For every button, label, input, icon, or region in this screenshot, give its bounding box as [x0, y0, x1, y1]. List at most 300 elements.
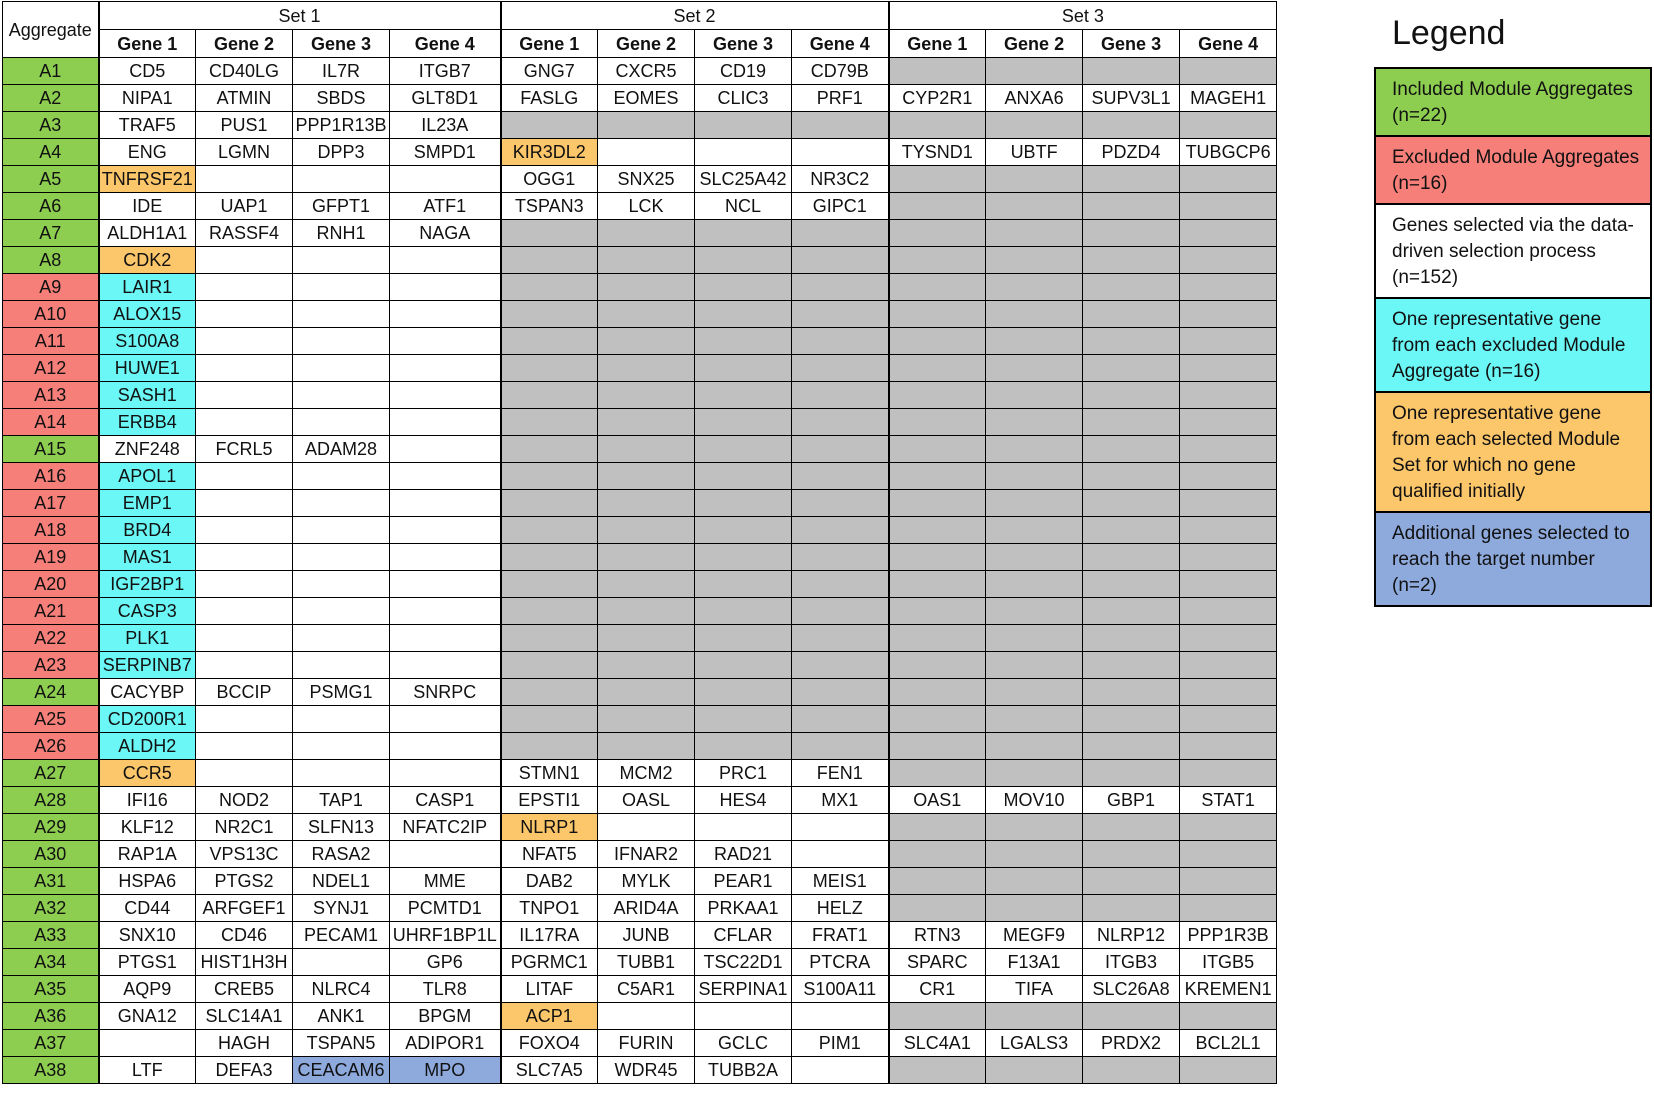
gene-cell [986, 328, 1083, 355]
gene-cell: GNG7 [501, 58, 598, 85]
gene-cell: GFPT1 [293, 193, 390, 220]
gene-cell [390, 733, 501, 760]
gene-cell [986, 436, 1083, 463]
gene-cell: IL17RA [501, 922, 598, 949]
gene-cell [695, 355, 792, 382]
table-row [3, 787, 1277, 814]
gene-cell [1180, 625, 1277, 652]
gene-cell [598, 706, 695, 733]
gene-cell: F13A1 [986, 949, 1083, 976]
gene-cell [986, 517, 1083, 544]
gene-cell [986, 814, 1083, 841]
gene-cell: TSPAN3 [501, 193, 598, 220]
gene-cell [889, 895, 986, 922]
aggregate-label: A21 [3, 598, 99, 625]
gene-cell [1180, 193, 1277, 220]
gene-cell: GLT8D1 [390, 85, 501, 112]
gene-cell: BCCIP [196, 679, 293, 706]
gene-cell [1083, 652, 1180, 679]
gene-cell [889, 301, 986, 328]
gene-cell [986, 301, 1083, 328]
gene-cell [196, 247, 293, 274]
table-row [3, 463, 1277, 490]
gene-cell: NR3C2 [792, 166, 889, 193]
gene-cell [986, 193, 1083, 220]
gene-cell: HUWE1 [99, 355, 196, 382]
gene-cell [1180, 1057, 1277, 1084]
gene-cell [293, 274, 390, 301]
gene-cell [196, 382, 293, 409]
table-row [3, 598, 1277, 625]
gene-cell: CR1 [889, 976, 986, 1003]
gene-cell: IFNAR2 [598, 841, 695, 868]
set-1-gene-2-header: Gene 2 [196, 30, 293, 58]
gene-cell: SLFN13 [293, 814, 390, 841]
gene-cell [986, 166, 1083, 193]
gene-cell [889, 220, 986, 247]
gene-cell [986, 220, 1083, 247]
gene-cell [986, 841, 1083, 868]
set-3-header: Set 3 [889, 2, 1277, 30]
gene-cell: EOMES [598, 85, 695, 112]
gene-cell [889, 598, 986, 625]
gene-cell: NFATC2IP [390, 814, 501, 841]
gene-cell [1083, 463, 1180, 490]
gene-cell [598, 409, 695, 436]
table-row [3, 166, 1277, 193]
gene-cell: CASP1 [390, 787, 501, 814]
gene-cell [792, 598, 889, 625]
gene-cell: PRDX2 [1083, 1030, 1180, 1057]
gene-cell [1083, 679, 1180, 706]
gene-cell: OASL [598, 787, 695, 814]
gene-cell [986, 652, 1083, 679]
gene-cell: FOXO4 [501, 1030, 598, 1057]
gene-cell [695, 733, 792, 760]
gene-cell: WDR45 [598, 1057, 695, 1084]
gene-cell: MAGEH1 [1180, 85, 1277, 112]
gene-cell: TAP1 [293, 787, 390, 814]
gene-cell: PPP1R3B [1180, 922, 1277, 949]
gene-cell: OAS1 [889, 787, 986, 814]
gene-cell [501, 274, 598, 301]
gene-cell: PTCRA [792, 949, 889, 976]
table-body [3, 58, 1277, 1084]
gene-cell [1083, 328, 1180, 355]
gene-cell [695, 139, 792, 166]
gene-cell: LITAF [501, 976, 598, 1003]
gene-cell: CXCR5 [598, 58, 695, 85]
gene-cell [293, 328, 390, 355]
gene-cell: ALOX15 [99, 301, 196, 328]
gene-cell [792, 544, 889, 571]
gene-cell [293, 625, 390, 652]
gene-cell [501, 598, 598, 625]
gene-cell: FCRL5 [196, 436, 293, 463]
gene-cell [792, 517, 889, 544]
gene-cell [598, 139, 695, 166]
gene-cell [1083, 841, 1180, 868]
gene-cell [1180, 382, 1277, 409]
set-1-gene-1-header: Gene 1 [99, 30, 196, 58]
gene-cell: LCK [598, 193, 695, 220]
gene-cell: ITGB3 [1083, 949, 1180, 976]
gene-cell [1083, 409, 1180, 436]
gene-cell: NOD2 [196, 787, 293, 814]
gene-cell [598, 733, 695, 760]
gene-cell [501, 706, 598, 733]
gene-cell [99, 1030, 196, 1057]
gene-cell [889, 247, 986, 274]
gene-cell: PTGS1 [99, 949, 196, 976]
gene-cell [1083, 355, 1180, 382]
legend-item-data-driven: Genes selected via the data-driven selection process (n=152) [1376, 205, 1650, 299]
legend [1374, 10, 1652, 607]
gene-cell: ADIPOR1 [390, 1030, 501, 1057]
gene-cell: ACP1 [501, 1003, 598, 1030]
gene-cell [889, 760, 986, 787]
gene-cell: UHRF1BP1L [390, 922, 501, 949]
gene-cell: HSPA6 [99, 868, 196, 895]
gene-cell [1180, 301, 1277, 328]
gene-cell: JUNB [598, 922, 695, 949]
gene-cell: GIPC1 [792, 193, 889, 220]
gene-cell: PDZD4 [1083, 139, 1180, 166]
gene-cell [598, 571, 695, 598]
gene-cell [196, 463, 293, 490]
gene-cell [695, 490, 792, 517]
gene-cell [695, 652, 792, 679]
gene-cell [1083, 301, 1180, 328]
aggregate-label: A25 [3, 706, 99, 733]
gene-cell [889, 328, 986, 355]
gene-cell: NAGA [390, 220, 501, 247]
gene-cell: PLK1 [99, 625, 196, 652]
gene-cell: SUPV3L1 [1083, 85, 1180, 112]
gene-cell [889, 733, 986, 760]
set-2-gene-4-header: Gene 4 [792, 30, 889, 58]
gene-cell [695, 598, 792, 625]
table-row [3, 85, 1277, 112]
gene-cell: SLC25A42 [695, 166, 792, 193]
aggregate-label: A11 [3, 328, 99, 355]
gene-cell [889, 571, 986, 598]
gene-cell: PRF1 [792, 85, 889, 112]
gene-cell [293, 598, 390, 625]
gene-cell: ANK1 [293, 1003, 390, 1030]
gene-cell [196, 733, 293, 760]
gene-cell: C5AR1 [598, 976, 695, 1003]
gene-cell: CCR5 [99, 760, 196, 787]
table-row [3, 706, 1277, 733]
gene-cell [390, 571, 501, 598]
table-row [3, 301, 1277, 328]
gene-cell: NCL [695, 193, 792, 220]
gene-cell [889, 355, 986, 382]
gene-cell [1180, 409, 1277, 436]
gene-cell [390, 652, 501, 679]
table-row [3, 868, 1277, 895]
gene-cell: PUS1 [196, 112, 293, 139]
gene-cell [695, 517, 792, 544]
gene-cell: KIR3DL2 [501, 139, 598, 166]
gene-cell: CDK2 [99, 247, 196, 274]
gene-cell [792, 1057, 889, 1084]
gene-cell [695, 382, 792, 409]
gene-cell [293, 463, 390, 490]
gene-cell: S100A8 [99, 328, 196, 355]
gene-table [2, 1, 1277, 1084]
gene-cell: GNA12 [99, 1003, 196, 1030]
aggregate-label: A38 [3, 1057, 99, 1084]
gene-cell [1083, 274, 1180, 301]
gene-cell [986, 112, 1083, 139]
legend-item-additional: Additional genes selected to reach the target number (n=2) [1376, 513, 1650, 605]
gene-cell: CREB5 [196, 976, 293, 1003]
gene-cell [293, 166, 390, 193]
aggregate-label: A26 [3, 733, 99, 760]
aggregate-label: A27 [3, 760, 99, 787]
gene-cell [889, 706, 986, 733]
gene-cell [390, 706, 501, 733]
gene-cell: DEFA3 [196, 1057, 293, 1084]
gene-cell: RNH1 [293, 220, 390, 247]
gene-cell [390, 328, 501, 355]
set-2-gene-3-header: Gene 3 [695, 30, 792, 58]
gene-cell [293, 544, 390, 571]
gene-cell [1083, 706, 1180, 733]
gene-cell [1083, 247, 1180, 274]
gene-cell: KREMEN1 [1180, 976, 1277, 1003]
gene-cell [501, 382, 598, 409]
gene-cell: SLC26A8 [1083, 976, 1180, 1003]
table-row [3, 409, 1277, 436]
gene-cell [1083, 112, 1180, 139]
gene-cell: PGRMC1 [501, 949, 598, 976]
gene-cell: GP6 [390, 949, 501, 976]
table-row [3, 220, 1277, 247]
gene-cell [1180, 220, 1277, 247]
gene-cell [792, 112, 889, 139]
aggregate-label: A36 [3, 1003, 99, 1030]
gene-cell [196, 328, 293, 355]
aggregate-label: A33 [3, 922, 99, 949]
gene-cell [695, 436, 792, 463]
gene-cell [889, 436, 986, 463]
gene-cell: SBDS [293, 85, 390, 112]
gene-cell [1180, 1003, 1277, 1030]
gene-cell [986, 706, 1083, 733]
gene-cell [792, 247, 889, 274]
table-row [3, 841, 1277, 868]
gene-cell [501, 490, 598, 517]
gene-cell: MAS1 [99, 544, 196, 571]
gene-cell [598, 301, 695, 328]
gene-cell [501, 328, 598, 355]
gene-cell [986, 274, 1083, 301]
gene-cell [986, 1003, 1083, 1030]
gene-cell [390, 517, 501, 544]
table-row [3, 517, 1277, 544]
legend-item-excluded-rep: One representative gene from each excluded Module Aggregate (n=16) [1376, 299, 1650, 393]
gene-cell [501, 409, 598, 436]
gene-cell: NLRC4 [293, 976, 390, 1003]
table-row [3, 1003, 1277, 1030]
gene-cell [1180, 436, 1277, 463]
table-row [3, 679, 1277, 706]
gene-cell [293, 571, 390, 598]
gene-cell: CFLAR [695, 922, 792, 949]
gene-cell: STMN1 [501, 760, 598, 787]
gene-cell [889, 814, 986, 841]
gene-cell: SLC4A1 [889, 1030, 986, 1057]
aggregate-label: A15 [3, 436, 99, 463]
gene-cell: UAP1 [196, 193, 293, 220]
gene-cell [501, 679, 598, 706]
gene-cell: SPARC [889, 949, 986, 976]
gene-cell [293, 355, 390, 382]
gene-cell [390, 274, 501, 301]
gene-cell [1083, 598, 1180, 625]
gene-cell: CD19 [695, 58, 792, 85]
gene-cell [598, 112, 695, 139]
gene-cell: SMPD1 [390, 139, 501, 166]
gene-cell [1083, 571, 1180, 598]
gene-cell: FURIN [598, 1030, 695, 1057]
gene-cell [986, 571, 1083, 598]
gene-cell: CLIC3 [695, 85, 792, 112]
gene-cell [695, 814, 792, 841]
gene-cell [695, 247, 792, 274]
gene-cell [1083, 382, 1180, 409]
gene-cell [1180, 814, 1277, 841]
gene-cell [986, 490, 1083, 517]
gene-cell: ATF1 [390, 193, 501, 220]
gene-cell: NIPA1 [99, 85, 196, 112]
gene-cell [889, 166, 986, 193]
gene-cell: FASLG [501, 85, 598, 112]
gene-cell [501, 517, 598, 544]
gene-cell [293, 652, 390, 679]
gene-cell [501, 544, 598, 571]
gene-cell [1083, 1057, 1180, 1084]
gene-cell [598, 517, 695, 544]
gene-cell [792, 733, 889, 760]
gene-cell [501, 436, 598, 463]
gene-cell: CD200R1 [99, 706, 196, 733]
gene-cell [390, 382, 501, 409]
gene-cell [390, 301, 501, 328]
gene-cell: TNFRSF21 [99, 166, 196, 193]
gene-cell [598, 814, 695, 841]
legend-items [1374, 67, 1652, 607]
gene-cell [1180, 517, 1277, 544]
aggregate-label: A17 [3, 490, 99, 517]
gene-cell: SNX25 [598, 166, 695, 193]
gene-cell [390, 166, 501, 193]
gene-cell [196, 409, 293, 436]
gene-cell [889, 382, 986, 409]
gene-cell: HAGH [196, 1030, 293, 1057]
gene-cell: CD40LG [196, 58, 293, 85]
gene-cell: TLR8 [390, 976, 501, 1003]
gene-cell [293, 706, 390, 733]
gene-cell [196, 598, 293, 625]
gene-cell [1083, 733, 1180, 760]
gene-cell [695, 463, 792, 490]
gene-cell [889, 517, 986, 544]
table-row [3, 58, 1277, 85]
gene-cell [695, 706, 792, 733]
gene-cell [598, 247, 695, 274]
gene-cell: TUBB1 [598, 949, 695, 976]
gene-cell [1180, 679, 1277, 706]
table-row [3, 760, 1277, 787]
gene-cell [196, 571, 293, 598]
set-2-gene-2-header: Gene 2 [598, 30, 695, 58]
gene-cell: VPS13C [196, 841, 293, 868]
gene-cell [501, 301, 598, 328]
gene-cell [986, 679, 1083, 706]
gene-cell [889, 868, 986, 895]
gene-cell [986, 382, 1083, 409]
gene-cell: SNRPC [390, 679, 501, 706]
gene-cell [293, 517, 390, 544]
table-row [3, 274, 1277, 301]
gene-cell: ZNF248 [99, 436, 196, 463]
gene-cell: CEACAM6 [293, 1057, 390, 1084]
gene-cell [986, 355, 1083, 382]
gene-cell [792, 328, 889, 355]
gene-cell: AQP9 [99, 976, 196, 1003]
gene-cell [792, 1003, 889, 1030]
table-row [3, 112, 1277, 139]
gene-cell [196, 274, 293, 301]
gene-cell: ITGB7 [390, 58, 501, 85]
gene-cell: PRC1 [695, 760, 792, 787]
gene-cell [598, 598, 695, 625]
gene-cell [792, 625, 889, 652]
gene-cell [792, 301, 889, 328]
gene-cell: MEIS1 [792, 868, 889, 895]
gene-cell: TSPAN5 [293, 1030, 390, 1057]
gene-cell [1083, 895, 1180, 922]
gene-cell [1083, 490, 1180, 517]
table-row [3, 247, 1277, 274]
gene-cell [695, 544, 792, 571]
gene-cell: PECAM1 [293, 922, 390, 949]
gene-cell: RASSF4 [196, 220, 293, 247]
gene-cell [196, 166, 293, 193]
gene-cell: IFI16 [99, 787, 196, 814]
gene-cell: RAD21 [695, 841, 792, 868]
gene-cell [196, 625, 293, 652]
gene-cell [792, 571, 889, 598]
gene-cell [889, 841, 986, 868]
gene-cell [792, 841, 889, 868]
gene-cell [792, 814, 889, 841]
gene-cell [1180, 328, 1277, 355]
gene-cell: BCL2L1 [1180, 1030, 1277, 1057]
gene-cell [196, 517, 293, 544]
aggregate-label: A2 [3, 85, 99, 112]
gene-cell [390, 841, 501, 868]
gene-cell: LAIR1 [99, 274, 196, 301]
gene-cell [1083, 1003, 1180, 1030]
gene-cell [1180, 895, 1277, 922]
gene-cell [695, 220, 792, 247]
gene-cell [889, 490, 986, 517]
